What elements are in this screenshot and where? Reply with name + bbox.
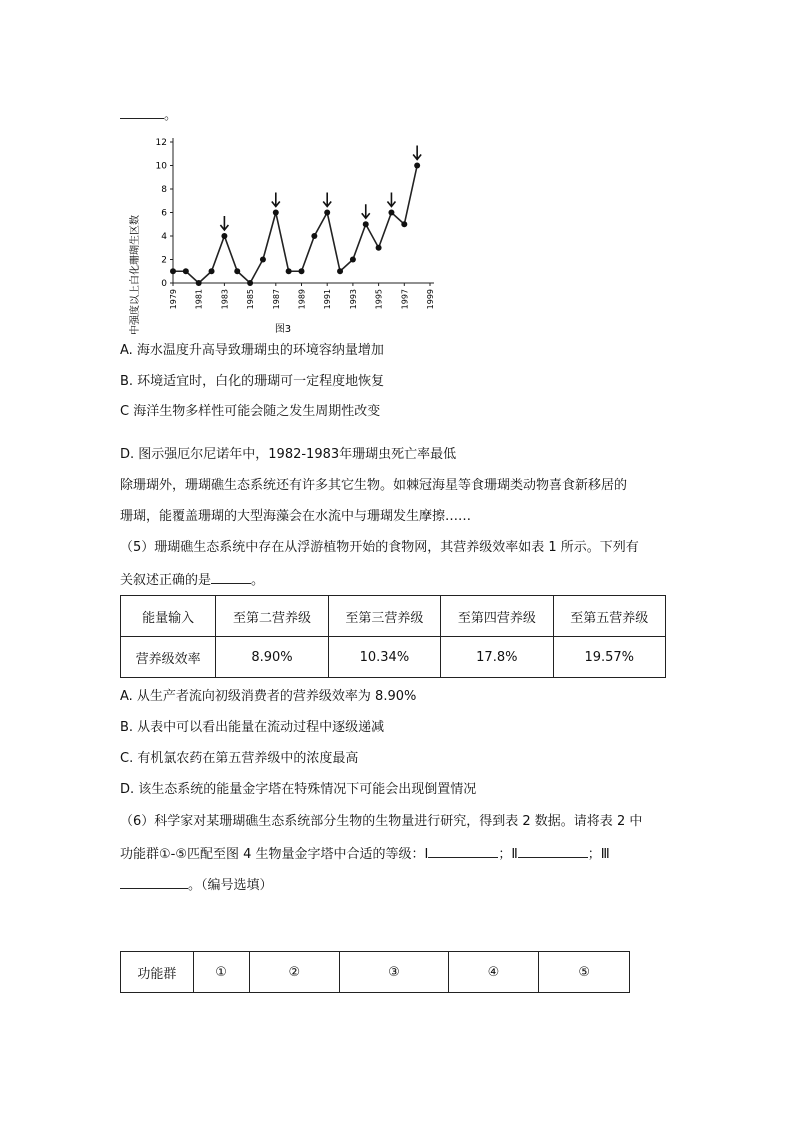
x-tick-label: 1989 — [297, 289, 307, 310]
table-2-cell: ⑤ — [539, 952, 630, 993]
y-axis-label: 中强度以上白化珊瑚生区数 — [130, 215, 141, 335]
table-2-cell: ③ — [340, 952, 449, 993]
peak-arrow-icon — [272, 193, 280, 207]
x-tick-label: 1985 — [246, 289, 256, 310]
figure-caption: 图3 — [274, 324, 292, 335]
table-1-header-row — [121, 596, 666, 637]
data-point — [234, 268, 240, 274]
answer-blank — [211, 571, 251, 584]
x-tick-label: 1983 — [220, 289, 230, 310]
data-point — [414, 163, 420, 169]
table-1-header-cell: 至第五营养级 — [553, 596, 665, 637]
table-2-cell: ④ — [448, 952, 539, 993]
y-tick-label: 6 — [161, 208, 167, 219]
data-point — [209, 268, 215, 274]
peak-arrow-icon — [387, 193, 395, 207]
table-2-cell: ① — [193, 952, 249, 993]
chart-marks — [170, 146, 421, 287]
q6-stem-line-2: 功能群①-⑤匹配至图 4 生物量金字塔中合适的等级：Ⅰ ；Ⅱ ；Ⅲ — [120, 847, 610, 862]
q5-option-d: D. 该生态系统的能量金字塔在特殊情况下可能会出现倒置情况 — [120, 782, 477, 797]
data-point — [337, 268, 343, 274]
data-point — [183, 268, 189, 274]
peak-arrow-icon — [413, 146, 421, 160]
x-tick-label: 1995 — [374, 289, 384, 310]
data-point — [286, 268, 292, 274]
q4-option-b: B. 环境适宜时，白化的珊瑚可一定程度地恢复 — [120, 374, 385, 389]
q4-option-a: A. 海水温度升高导致珊瑚虫的环境容纳量增加 — [120, 343, 384, 358]
y-tick-label: 4 — [161, 232, 167, 242]
x-tick-label: 1993 — [348, 289, 358, 310]
table-1 — [120, 595, 666, 678]
q5-stem-line-1: （5）珊瑚礁生态系统中存在从浮游植物开始的食物网，其营养级效率如表 1 所示。下列有 — [120, 540, 639, 555]
q5-option-a: A. 从生产者流向初级消费者的营养级效率为 8.90% — [120, 689, 417, 704]
x-tick-label: 1979 — [169, 289, 178, 310]
data-point — [363, 221, 369, 227]
x-tick-label: 1987 — [271, 289, 281, 310]
paragraph-line-1: 除珊瑚外，珊瑚礁生态系统还有许多其它生物。如棘冠海星等食珊瑚类动物喜食新移居的 — [120, 478, 628, 493]
q5-option-c: C. 有机氯农药在第五营养级中的浓度最高 — [120, 751, 359, 766]
series-line — [173, 166, 417, 284]
table-1-cell: 8.90% — [216, 637, 328, 678]
y-tick-label: 8 — [161, 185, 167, 195]
data-point — [350, 257, 356, 263]
peak-arrow-icon — [323, 193, 331, 207]
data-point — [221, 233, 227, 239]
data-point — [401, 221, 407, 227]
table-1-header-cell: 至第三营养级 — [328, 596, 440, 637]
data-point — [273, 210, 279, 216]
data-point — [388, 210, 394, 216]
answer-blank — [120, 106, 164, 119]
table-1-data-row — [121, 637, 666, 678]
peak-arrow-icon — [362, 204, 370, 218]
table-1-header-cell: 至第二营养级 — [216, 596, 328, 637]
y-tick-label: 12 — [155, 138, 167, 148]
x-tick-label: 1997 — [400, 289, 410, 310]
table-2-row — [121, 952, 630, 993]
q5-option-b: B. 从表中可以看出能量在流动过程中逐级递减 — [120, 720, 385, 735]
peak-arrow-icon — [220, 216, 228, 230]
y-tick-label: 10 — [155, 161, 167, 172]
x-tick-label: 1999 — [426, 289, 435, 310]
q5-stem-line-2: 关叙述正确的是 。 — [120, 573, 265, 588]
q6-stem-line-1: （6）科学家对某珊瑚礁生态系统部分生物的生物量进行研究，得到表 2 数据。请将表 2 中 — [120, 814, 643, 829]
table-1-cell: 19.57% — [553, 637, 665, 678]
bleaching-line-chart — [120, 130, 440, 350]
data-point — [170, 268, 176, 274]
data-point — [196, 280, 202, 286]
table-1-cell: 10.34% — [328, 637, 440, 678]
y-tick-label: 2 — [161, 255, 167, 266]
table-1-cell: 营养级效率 — [121, 637, 216, 678]
q4-option-d: D. 图示强厄尔尼诺年中，1982-1983年珊瑚虫死亡率最低 — [120, 447, 457, 462]
answer-blank — [120, 876, 188, 889]
table-2-cell: 功能群 — [121, 952, 194, 993]
x-tick-label: 1991 — [323, 289, 333, 310]
top-fragment: 。 — [120, 104, 177, 123]
data-point — [299, 268, 305, 274]
y-tick-label: 0 — [161, 279, 167, 289]
answer-blank — [518, 845, 588, 858]
answer-blank — [428, 845, 498, 858]
data-point — [247, 280, 253, 286]
q6-stem-line-3: 。（编号选填） — [120, 876, 273, 894]
table-1-header-cell: 至第四营养级 — [441, 596, 553, 637]
data-point — [311, 233, 317, 239]
table-1-header-cell: 能量输入 — [121, 596, 216, 637]
data-point — [376, 245, 382, 251]
x-tick-label: 1981 — [194, 289, 204, 310]
table-2 — [120, 951, 630, 993]
table-1-cell: 17.8% — [441, 637, 553, 678]
paragraph-line-2: 珊瑚，能覆盖珊瑚的大型海藻会在水流中与珊瑚发生摩擦…… — [120, 509, 472, 524]
table-2-cell: ② — [249, 952, 340, 993]
q4-option-c: C 海洋生物多样性可能会随之发生周期性改变 — [120, 404, 381, 419]
data-point — [260, 257, 266, 263]
data-point — [324, 210, 330, 216]
